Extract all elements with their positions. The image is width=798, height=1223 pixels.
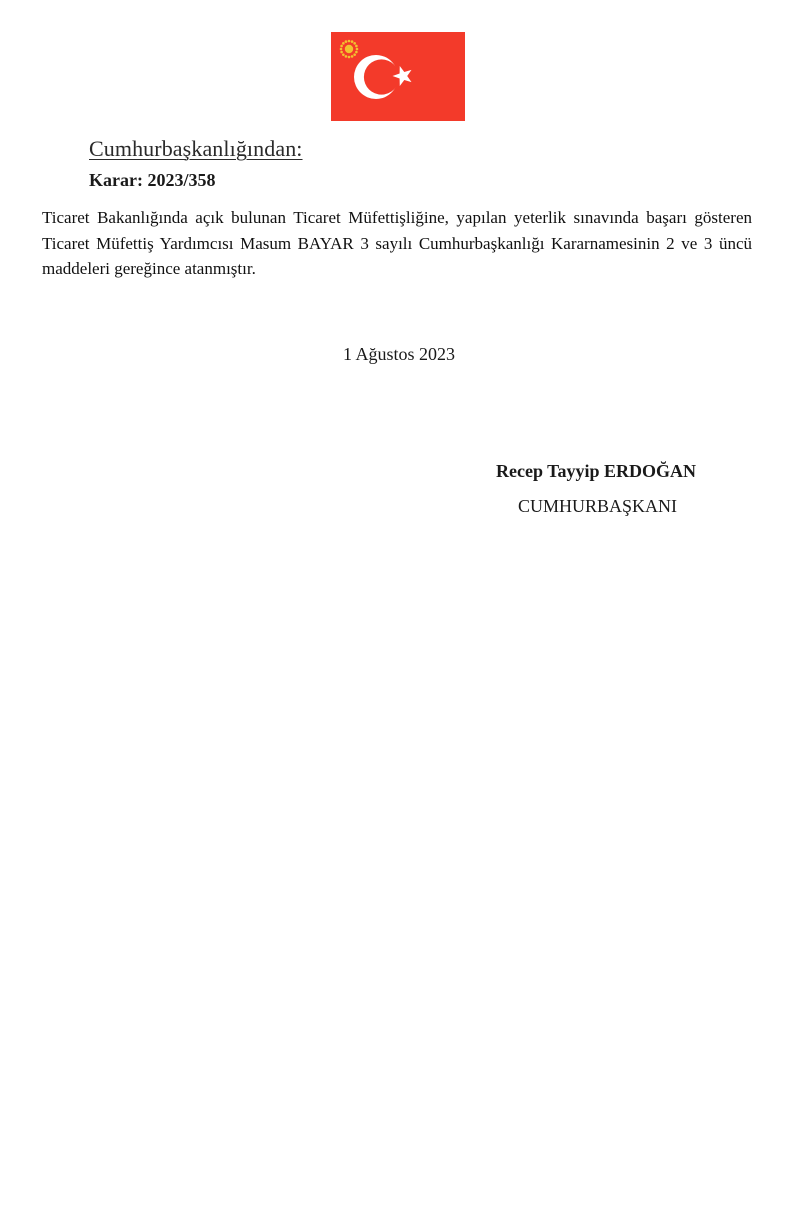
presidential-flag-icon [331,32,465,121]
signer-title: CUMHURBAŞKANI [518,496,678,516]
decision-number: Karar: 2023/358 [89,170,216,190]
decree-body: Ticaret Bakanlığında açık bulunan Ticaret Müfettişliğine, yapılan yeterlik sınavında başarı gösteren Ticaret Müfettiş Yardımcısı Masum BAYAR 3 sayılı Cumhurbaşkanlığı Kararnamesinin 2 ve 3 üncü maddeleri gereğince atanmıştır. [42,208,752,278]
issuer-heading: Cumhurbaşkanlığından: [89,136,303,161]
signer-name: Recep Tayyip ERDOĞAN [496,461,697,481]
decree-date: 1 Ağustos 2023 [342,344,456,364]
